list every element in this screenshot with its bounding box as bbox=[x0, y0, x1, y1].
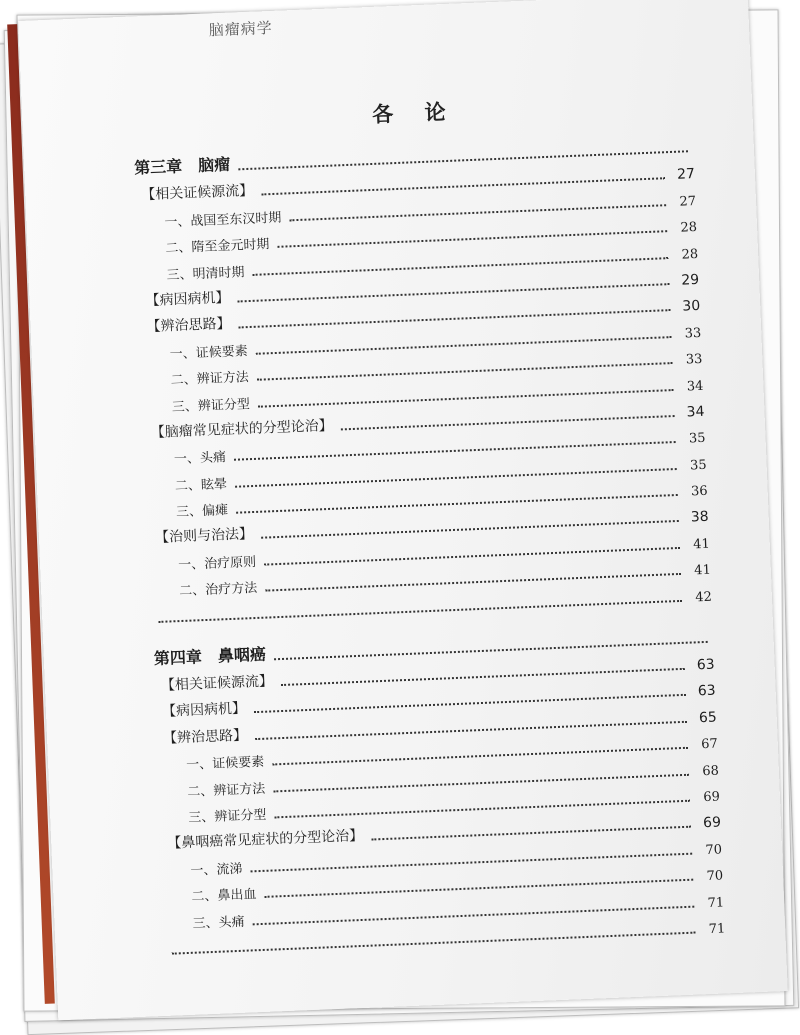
toc-entry-label: 【病因病机】 bbox=[161, 700, 247, 721]
toc-page-number: 34 bbox=[686, 378, 704, 395]
toc-page-number: 41 bbox=[692, 536, 711, 553]
toc-page-number: 36 bbox=[690, 483, 708, 500]
toc-entry-label: 第四章 鼻咽癌 bbox=[153, 644, 267, 668]
toc-page-number: 28 bbox=[681, 246, 699, 263]
toc-entry-label: 【辨治思路】 bbox=[146, 316, 231, 336]
toc-page-number: 69 bbox=[702, 814, 722, 832]
toc-page-number: 70 bbox=[705, 842, 723, 858]
toc-entry-label: 【病因病机】 bbox=[145, 289, 230, 310]
toc-entry-label: 三、辨证分型 bbox=[171, 396, 251, 415]
toc-entry-label: 二、眩晕 bbox=[174, 476, 228, 494]
toc-entry-label: 【治则与治法】 bbox=[154, 526, 254, 547]
toc-page-number: 65 bbox=[698, 709, 718, 727]
toc-page-number: 35 bbox=[688, 431, 706, 447]
toc-page-number: 63 bbox=[696, 656, 715, 674]
toc-page-number: 68 bbox=[702, 763, 720, 779]
toc-entry-label: 一、头痛 bbox=[173, 450, 227, 468]
toc-page-number: 38 bbox=[690, 509, 710, 526]
toc-page-number: 34 bbox=[686, 403, 705, 421]
toc-entry-label: 【辨治思路】 bbox=[162, 727, 248, 747]
toc-entry-label: 【相关证候源流】 bbox=[160, 673, 274, 694]
toc-entry-label: 第三章 脑瘤 bbox=[133, 154, 231, 178]
running-head: 脑瘤病学 bbox=[208, 18, 274, 40]
toc-page-number: 71 bbox=[708, 921, 726, 938]
toc-page-number: 70 bbox=[706, 868, 724, 885]
toc-page-number: 41 bbox=[693, 562, 712, 579]
table-of-contents bbox=[133, 122, 725, 959]
toc-page-number: 29 bbox=[681, 271, 700, 289]
toc-entry-label: 【鼻咽癌常见症状的分型论治】 bbox=[167, 828, 364, 853]
toc-page-number: 67 bbox=[700, 736, 719, 753]
toc-page-number: 33 bbox=[684, 325, 702, 342]
toc-entry-label: 三、明清时期 bbox=[166, 264, 245, 283]
toc-entry-label: 【脑瘤常见症状的分型论治】 bbox=[150, 417, 334, 441]
toc-page-number: 33 bbox=[685, 351, 703, 368]
toc-entry-label: 一、证候要素 bbox=[169, 343, 248, 362]
toc-entry-label: 一、流涕 bbox=[190, 861, 243, 879]
toc-entry-label: 二、治疗方法 bbox=[178, 581, 258, 600]
toc-entry-label: 二、辨证方法 bbox=[170, 370, 250, 389]
toc-entry-label: 一、证候要素 bbox=[185, 754, 265, 774]
toc-entry-label: 三、偏瘫 bbox=[175, 503, 229, 521]
toc-entry-label: 三、辨证分型 bbox=[188, 807, 267, 826]
toc-entry-label: 二、鼻出血 bbox=[191, 887, 257, 905]
toc-entry-label: 一、战国至东汉时期 bbox=[164, 210, 282, 231]
toc-entry-label: 二、辨证方法 bbox=[187, 781, 266, 800]
toc-page-number: 69 bbox=[703, 789, 721, 806]
toc-page-number: 30 bbox=[682, 298, 701, 315]
toc-page-number: 63 bbox=[697, 683, 716, 700]
document-page bbox=[18, 0, 788, 1020]
toc-entry-label: 二、隋至金元时期 bbox=[165, 237, 270, 257]
toc-page-number: 42 bbox=[695, 589, 713, 605]
toc-leader-dots bbox=[172, 932, 696, 955]
section-title: 各 论 bbox=[371, 99, 459, 127]
toc-page-number: 71 bbox=[707, 894, 725, 911]
toc-entry-label: 【相关证候源流】 bbox=[141, 183, 254, 204]
toc-page-number: 35 bbox=[689, 457, 707, 474]
toc-page-number: 27 bbox=[679, 193, 697, 210]
toc-entry-label: 三、头痛 bbox=[192, 914, 245, 932]
toc-entry-label: 一、治疗原则 bbox=[177, 554, 257, 573]
toc-page-number: 27 bbox=[676, 166, 696, 184]
toc-page-number: 28 bbox=[680, 220, 698, 236]
